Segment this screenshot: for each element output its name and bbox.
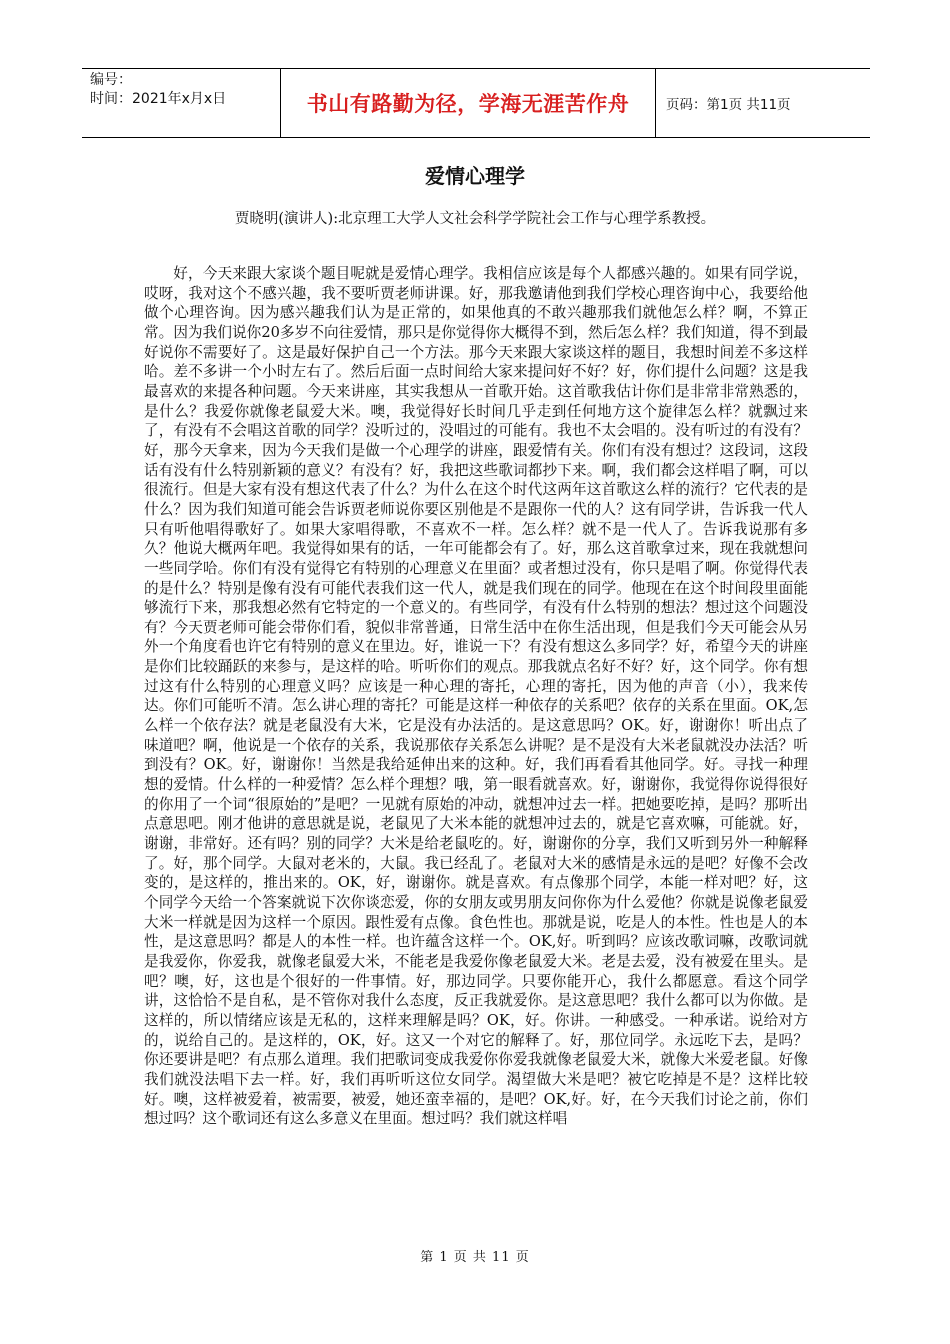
header-page-info: 页码：第1页 共11页 <box>666 97 791 113</box>
header-motto-cell <box>281 69 656 137</box>
document-number-label: 编号： <box>90 72 132 88</box>
body-paragraph: 好，今天来跟大家谈个题目呢就是爱情心理学。我相信应该是每个人都感兴趣的。如果有同学说，哎呀，我对这个不感兴趣，我不要听贾老师讲课。好，那我邀请他到我们学校心理咨询中心，我要给他做个心理咨询。因为感兴趣我们认为是正常的，如果他真的不敢兴趣那我们就他怎么样？啊，不算正常。因为我们说你20多岁不向往爱情，那只是你觉得你大概得不到，然后怎么样？我们知道，得不到最好说你不需要好了。这是最好保护自己一个方法。那今天来跟大家谈这样的题目，我想时间差不多这样哈。差不多讲一个小时左右了。然后后面一点时间给大家来提问好不好？好，你们提什么问题？这是我最喜欢的来提各种问题。今天来讲座，其实我想从一首歌开始。这首歌我估计你们是非常非常熟悉的，是什么？我爱你就像老鼠爱大米。噢，我觉得好长时间几乎走到任何地方这个旋律怎么样？就飘过来了，有没有不会唱这首歌的同学？没听过的，没唱过的可能有。我也不太会唱的。没有听过的有没有？好，那今天拿来，因为今天我们是做一个心理学的讲座，跟爱情有关。你们有没有想过？这段词，这段话有没有什么特别新颖的意义？有没有？好，我把这些歌词都抄下来。啊，我们都会这样唱了啊，可以很流行。但是大家有没有想这代表了什么？为什么在这个时代这两年这首歌这么样的流行？它代表的是什么？因为我们知道可能会告诉贾老师说你要区别他是不是跟你一代的人？这有同学讲，告诉我一代人只有听他唱得歌好了。如果大家唱得歌，不喜欢不一样。怎么样？就不是一代人了。告诉我说那有多久？他说大概两年吧。我觉得如果有的话，一年可能都会有了。好，那么这首歌拿过来，现在我就想问一些同学哈。你们有没有觉得它有特别的心理意义在里面？或者想过没有，你只是唱了啊。你觉得代表的是什么？特别是像有没有可能代表我们这一代人，就是我们现在的同学。他现在在这个时间段里面能够流行下来，那我想必然有它特定的一个意义的。有些同学，有没有什么特别的想法？想过这个问题没有？今天贾老师可能会带你们看，貌似非常普通，日常生活中在你生活出现，但是我们今天可能会从另外一个角度看也许它有特别的意义在里边。好，谁说一下？有没有想这么多同学？好，希望今天的讲座是你们比较踊跃的来参与，是这样的哈。听听你们的观点。那我就点名好不好？好，这个同学。你有想过这有什么特别的心理意义吗？应该是一种心理的寄托，心理的寄托，因为他的声音（小），我来传达。你们可能听不清。怎么讲心理的寄托？可能是这样一种依存的关系吧？依存的关系在里面。OK,怎么样一个依存法？就是老鼠没有大米，它是没有办法活的。是这意思吗？OK。好，谢谢你！听出点了味道吧？啊，他说是一个依存的关系，我说那依存关系怎么讲呢？是不是没有大米老鼠就没办法活？听到没有？OK。好，谢谢你！当然是我给延伸出来的这种。好，我们再看看其他同学。好。寻找一种理想的爱情。什么样的一种爱情？怎么样个理想？哦，第一眼看就喜欢。好，谢谢你，我觉得你说得很好的你用了一个词“很原始的”是吧？一见就有原始的冲动，就想冲过去一样。把她要吃掉，是吗？那听出点意思吧。刚才他讲的意思就是说，老鼠见了大米本能的就想冲过去的，就是它喜欢嘛，可能就。好，谢谢，非常好。还有吗？别的同学？大米是给老鼠吃的。好，谢谢你的分享，我们又听到另外一种解释了。好，那个同学。大鼠对老米的，大鼠。我已经乱了。老鼠对大米的感情是永远的是吧？好像不会改变的，是这样的，推出来的。OK，好，谢谢你。就是喜欢。有点像那个同学，本能一样对吧？好，这个同学今天给一个答案就说下次你谈恋爱，你的女朋友或男朋友问你你为什么爱他？你就是说像老鼠爱大米一样就是因为这样一个原因。跟性爱有点像。食色性也。那就是说，吃是人的本性。性也是人的本性，是这意思吗？都是人的本性一样。也许蕴含这样一个。OK,好。听到吗？应该改歌词嘛，改歌词就是我爱你，你爱我，就像老鼠爱大米，不能老是我爱你像老鼠爱大米。老是去爱，没有被爱在里头。是吧？噢，好，这也是个很好的一件事情。好，那边同学。只要你能开心，我什么都愿意。看这个同学讲，这恰恰不是自私，是不管你对我什么态度，反正我就爱你。是这意思吧？我什么都可以为你做。是这样的，所以情绪应该是无私的，这样来理解是吗？OK，好。你讲。一种感受。一种承诺。说给对方的，说给自己的。是这样的，OK，好。这又一个对它的解释了。好，那位同学。永远吃下去，是吗？你还要讲是吧？有点那么道理。我们把歌词变成我爱你你爱我就像老鼠爱大米，就像大米爱老鼠。好像我们就没法唱下去一样。好，我们再听听这位女同学。渴望做大米是吧？被它吃掉是不是？这样比较好。噢，这样被爱着，被需要，被爱，她还蛮幸福的，是吧？OK,好。好，在今天我们讨论之前，你们想过吗？这个歌词还有这么多意义在里面。想过吗？我们就这样唱 <box>144 265 808 1128</box>
document-title: 爱情心理学 <box>425 164 525 188</box>
speaker-line: 贾晓明(演讲人):北京理工大学人文社会科学学院社会工作与心理学系教授。 <box>234 211 716 227</box>
header-motto: 书山有路勤为径，学海无涯苦作舟 <box>306 92 630 116</box>
document-date-label: 时间：2021年x月x日 <box>90 91 227 107</box>
header-table <box>82 68 870 138</box>
header-meta-cell <box>82 69 281 137</box>
page-footer: 第 1 页 共 11 页 <box>420 1250 530 1265</box>
header-page-cell <box>656 69 870 137</box>
